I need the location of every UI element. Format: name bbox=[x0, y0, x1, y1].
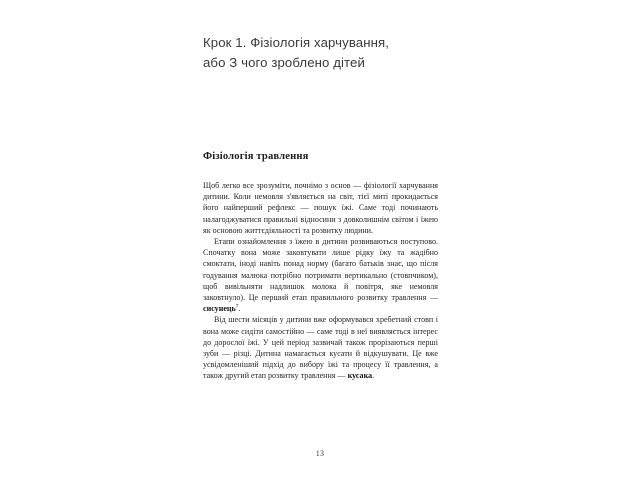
term-kusaka: кусака bbox=[347, 371, 373, 381]
paragraph-3-text-after: . bbox=[372, 371, 375, 381]
chapter-title-line-1: Крок 1. Фізіологія харчування, bbox=[203, 35, 389, 50]
footnote-marker-7[interactable]: 7 bbox=[235, 303, 239, 310]
term-sysunets: сисунець bbox=[203, 304, 236, 314]
chapter-title-line-2: або З чого зроблено дітей bbox=[203, 54, 365, 70]
paragraph-3-text-before: Від шести місяців у дитини вже оформувався хребетний стовп і вона може сидіти самостійно — саме тоді в неї виявляється інтерес до дорослої їжі. У цей період зазвичай також прорізаються перші зуби — різці. Дитина намагається кусати й відкушувати. Це вже усвідомленіший підхід до вибору їжі та процесу її травлення, а також другий етап розвитку травлення — bbox=[203, 315, 438, 381]
paragraph-1-text: Щоб легко все зрозуміти, почнімо з основ — фізіології харчування дитини. Коли немовля з'являється на світ, тієї миті прокидається його найперший рефлекс — пошук їжі. Саме тоді починають налагоджуватися правильні відносини з довколишнім світом і їжею як основою життєдіяльності та розвитку людини. bbox=[203, 181, 438, 235]
paragraph-1 bbox=[203, 180, 438, 236]
paragraph-2-text-before: Етапи ознайомлення з їжею в дитини розвиваються поступово. Спочатку вона може заковтувати лише рідку їжу та жадібно смоктати, іноді навіть понад норму (багато батьків знає, що після годування малюка потрібно потримати вертикально (стовпчиком), щоб вивільняти надлишок молока й повітря, яке немовля заковтнуло). Це перший етап правильного розвитку травлення — bbox=[203, 237, 438, 303]
paragraph-2-text-after: . bbox=[238, 304, 241, 314]
paragraph-3 bbox=[203, 314, 438, 381]
section-heading: Фізіологія травлення bbox=[203, 151, 309, 162]
paragraph-2 bbox=[203, 236, 438, 314]
page-number: 13 bbox=[315, 449, 325, 458]
body-text-block bbox=[203, 180, 438, 382]
chapter-title bbox=[203, 33, 453, 72]
